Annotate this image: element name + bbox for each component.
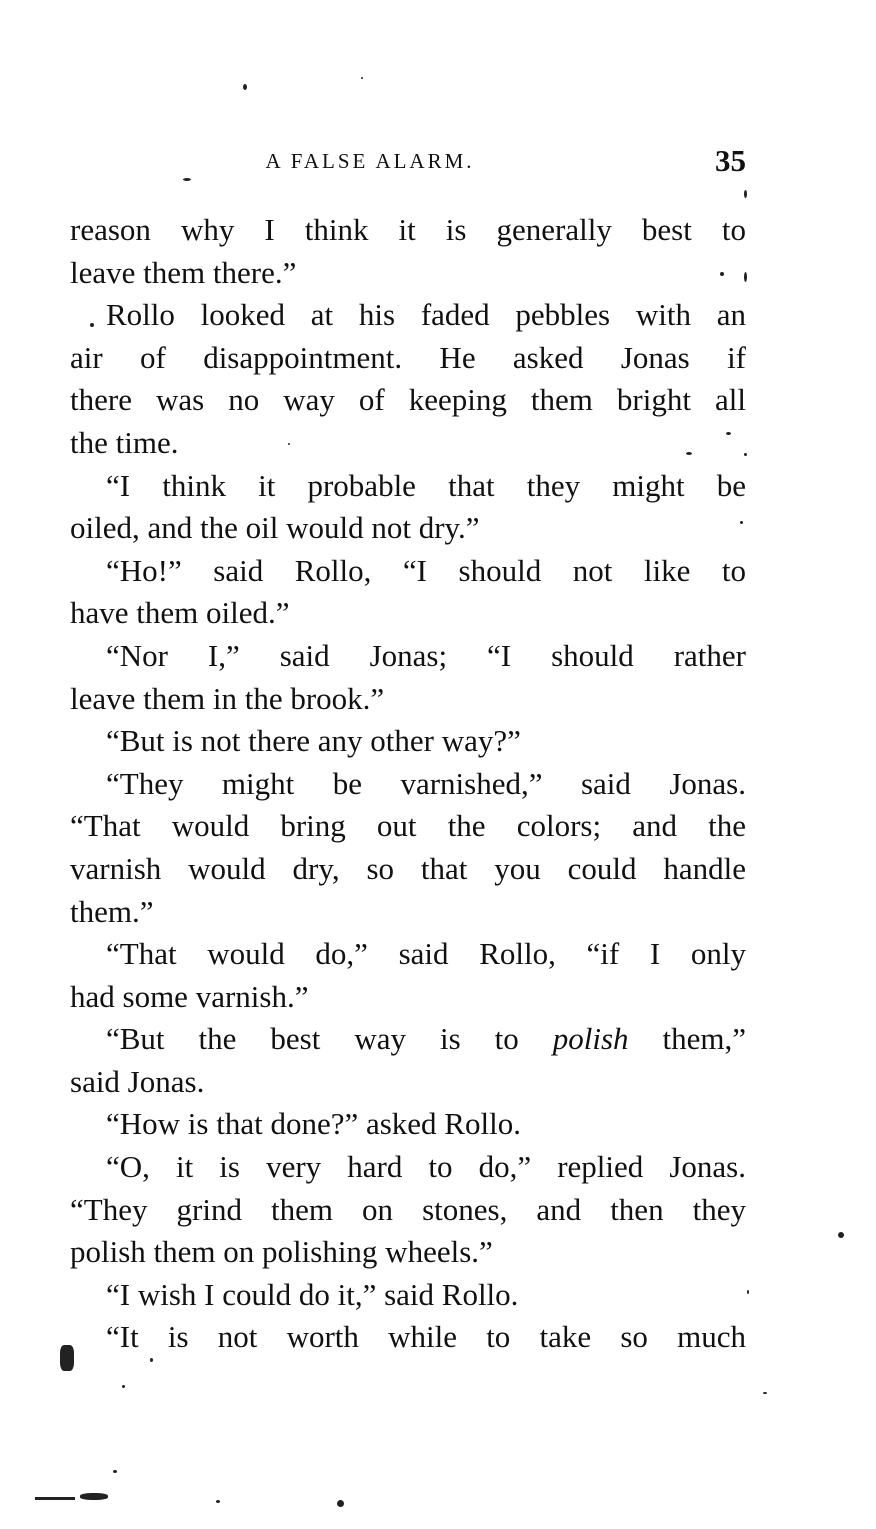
running-title: A FALSE ALARM. <box>265 149 475 173</box>
text-line: polish them on polishing wheels.” <box>70 1234 493 1270</box>
scan-speck <box>122 1385 125 1388</box>
scan-speck <box>744 190 747 198</box>
scan-speck <box>337 1500 344 1507</box>
text-line: leave them in the brook.” <box>70 680 385 716</box>
text-line: “They might be varnished,” said Jonas. <box>106 765 746 801</box>
text-line: “But is not there any other way?” <box>106 723 521 759</box>
scan-speck <box>838 1232 844 1238</box>
text-line: said Jonas. <box>70 1063 205 1099</box>
text-line: reason why I think it is generally best to <box>70 212 746 247</box>
text-line: “O, it is very hard to do,” replied Jonas. <box>106 1149 746 1185</box>
text-segment: “But the best way is to <box>106 1021 553 1057</box>
scan-speck <box>288 443 290 445</box>
scan-mark <box>35 1497 75 1500</box>
scan-speck <box>726 432 731 435</box>
running-head <box>70 143 746 183</box>
scan-speck <box>686 452 692 455</box>
scan-speck <box>150 1358 153 1362</box>
scan-speck <box>80 1493 108 1500</box>
emphasis-word: polish <box>552 1021 629 1057</box>
text-line: “Nor I,” said Jonas; “I should rather <box>106 637 746 673</box>
scan-speck <box>183 178 191 181</box>
text-line: “How is that done?” asked Rollo. <box>106 1106 521 1142</box>
text-line: oiled, and the oil would not dry.” <box>70 510 480 546</box>
text-line: had some varnish.” <box>70 978 309 1014</box>
body-text <box>70 209 746 1359</box>
text-line-mixed <box>70 1018 746 1061</box>
scan-speck <box>60 1345 74 1371</box>
page-number: 35 <box>715 143 746 178</box>
scan-speck <box>740 521 743 524</box>
scan-speck <box>744 453 747 456</box>
text-line: air of disappointment. He asked Jonas if <box>70 339 746 375</box>
text-line: “They grind them on stones, and then they <box>70 1191 746 1227</box>
scan-speck <box>243 84 247 90</box>
scan-speck <box>744 272 747 282</box>
text-line: varnish would dry, so that you could handle <box>70 850 746 886</box>
text-line: the time. <box>70 424 179 460</box>
scan-speck <box>216 1500 220 1503</box>
text-line: leave them there.” <box>70 254 297 290</box>
text-line: there was no way of keeping them bright all <box>70 382 746 418</box>
text-line: “I think it probable that they might be <box>106 467 746 503</box>
scan-speck <box>720 272 724 276</box>
text-line: “That would bring out the colors; and the <box>70 808 746 844</box>
text-segment: them,” <box>628 1021 746 1057</box>
text-line: have them oiled.” <box>70 595 290 631</box>
text-line: Rollo looked at his faded pebbles with an <box>106 297 746 333</box>
text-line: them.” <box>70 893 154 929</box>
scan-speck <box>113 1470 117 1473</box>
scan-speck <box>747 1290 749 1294</box>
scan-speck <box>763 1392 767 1394</box>
scan-speck <box>90 323 94 327</box>
scan-speck <box>361 77 363 79</box>
text-line: “I wish I could do it,” said Rollo. <box>106 1276 519 1312</box>
text-line: “It is not worth while to take so much <box>106 1319 746 1355</box>
text-line: “That would do,” said Rollo, “if I only <box>106 936 746 972</box>
text-line: “Ho!” said Rollo, “I should not like to <box>106 552 746 588</box>
